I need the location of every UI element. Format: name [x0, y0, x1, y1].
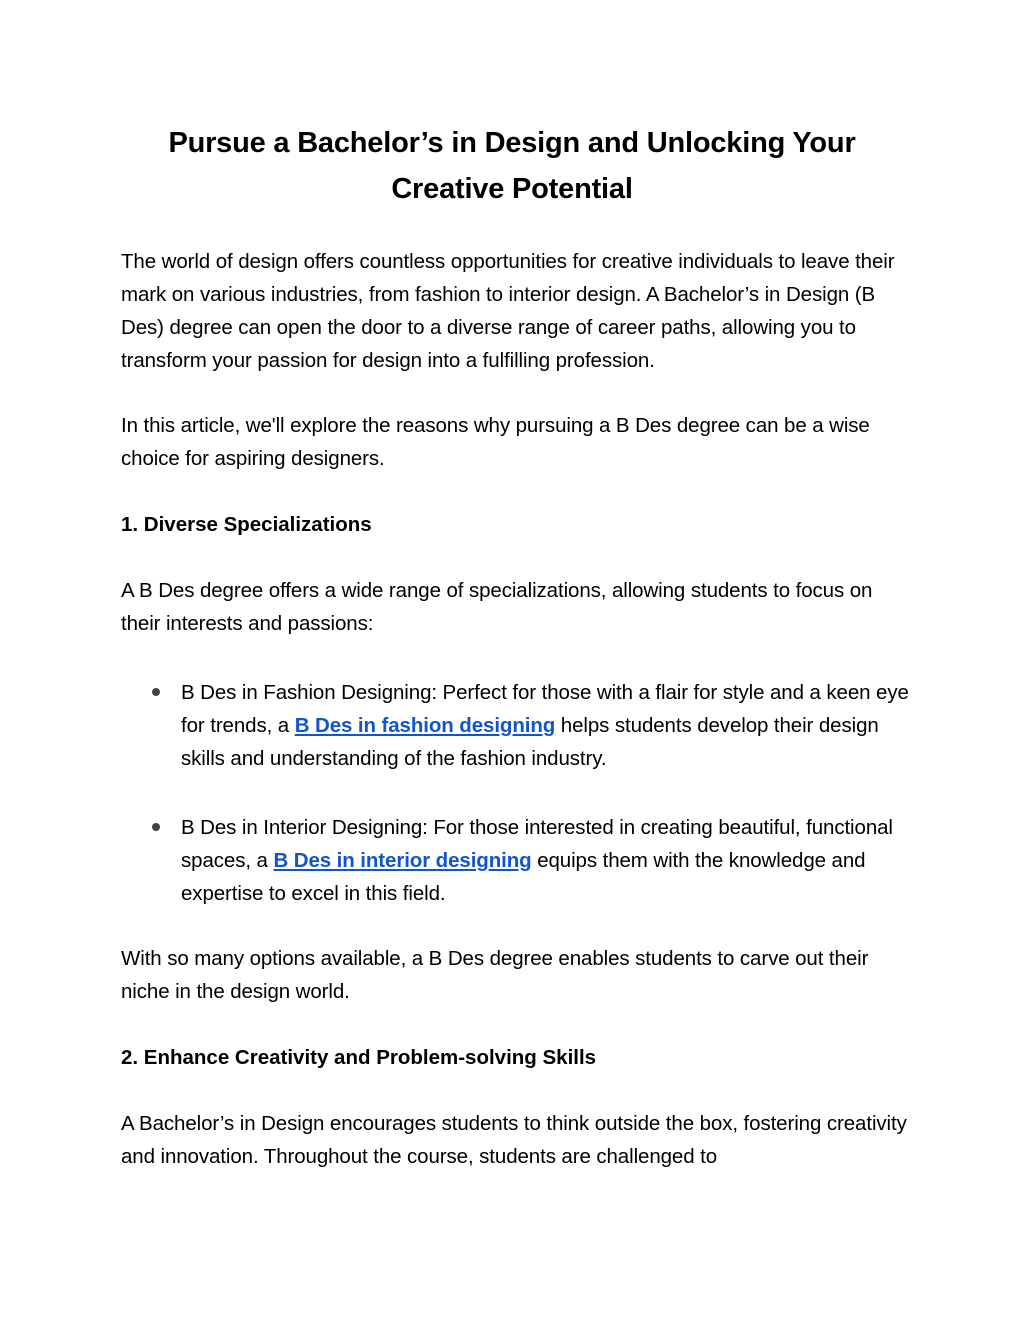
section-2-paragraph: A Bachelor’s in Design encourages students to think outside the box, fostering creativity and innovation. Throughout the course, students are challenged to	[121, 1112, 907, 1168]
list-item-text: equips them with the knowledge and expertise to excel in this field.	[181, 849, 866, 905]
link-bdes-interior-designing[interactable]: B Des in interior designing	[273, 849, 532, 872]
intro-paragraph: The world of design offers countless opportunities for creative individuals to leave their mark on various industries, from fashion to interior design. A Bachelor’s in Design (B Des) degree can open the door to a diverse range of career paths, allowing you to transform your passion for design into a fulfilling profession.	[121, 250, 895, 372]
list-item-interior-designing	[181, 811, 911, 910]
section-1-closing: With so many options available, a B Des degree enables students to carve out their niche in the design world.	[121, 947, 869, 1003]
article-paragraph: In this article, we'll explore the reasons why pursuing a B Des degree can be a wise choice for aspiring designers.	[121, 414, 870, 470]
list-item-text: B Des in Interior Designing: For those interested in creating beautiful, functional spaces, a	[181, 816, 893, 872]
section-1-intro: A B Des degree offers a wide range of specializations, allowing students to focus on their interests and passions:	[121, 579, 873, 635]
list-item-text: B Des in Fashion Designing: Perfect for those with a flair for style and a keen eye for trends, a	[181, 681, 909, 737]
section-1-heading: 1. Diverse Specializations	[121, 513, 372, 536]
section-2-heading: 2. Enhance Creativity and Problem-solving Skills	[121, 1046, 597, 1069]
document-title: Pursue a Bachelor’s in Design and Unlocking Your Creative Potential	[168, 127, 856, 205]
list-item-text: helps students develop their design skills and understanding of the fashion industry.	[181, 714, 879, 770]
bullet-icon	[152, 688, 160, 696]
bullet-icon	[152, 823, 160, 831]
link-bdes-fashion-designing[interactable]: B Des in fashion designing	[294, 714, 556, 737]
list-item-fashion-designing	[181, 676, 911, 775]
